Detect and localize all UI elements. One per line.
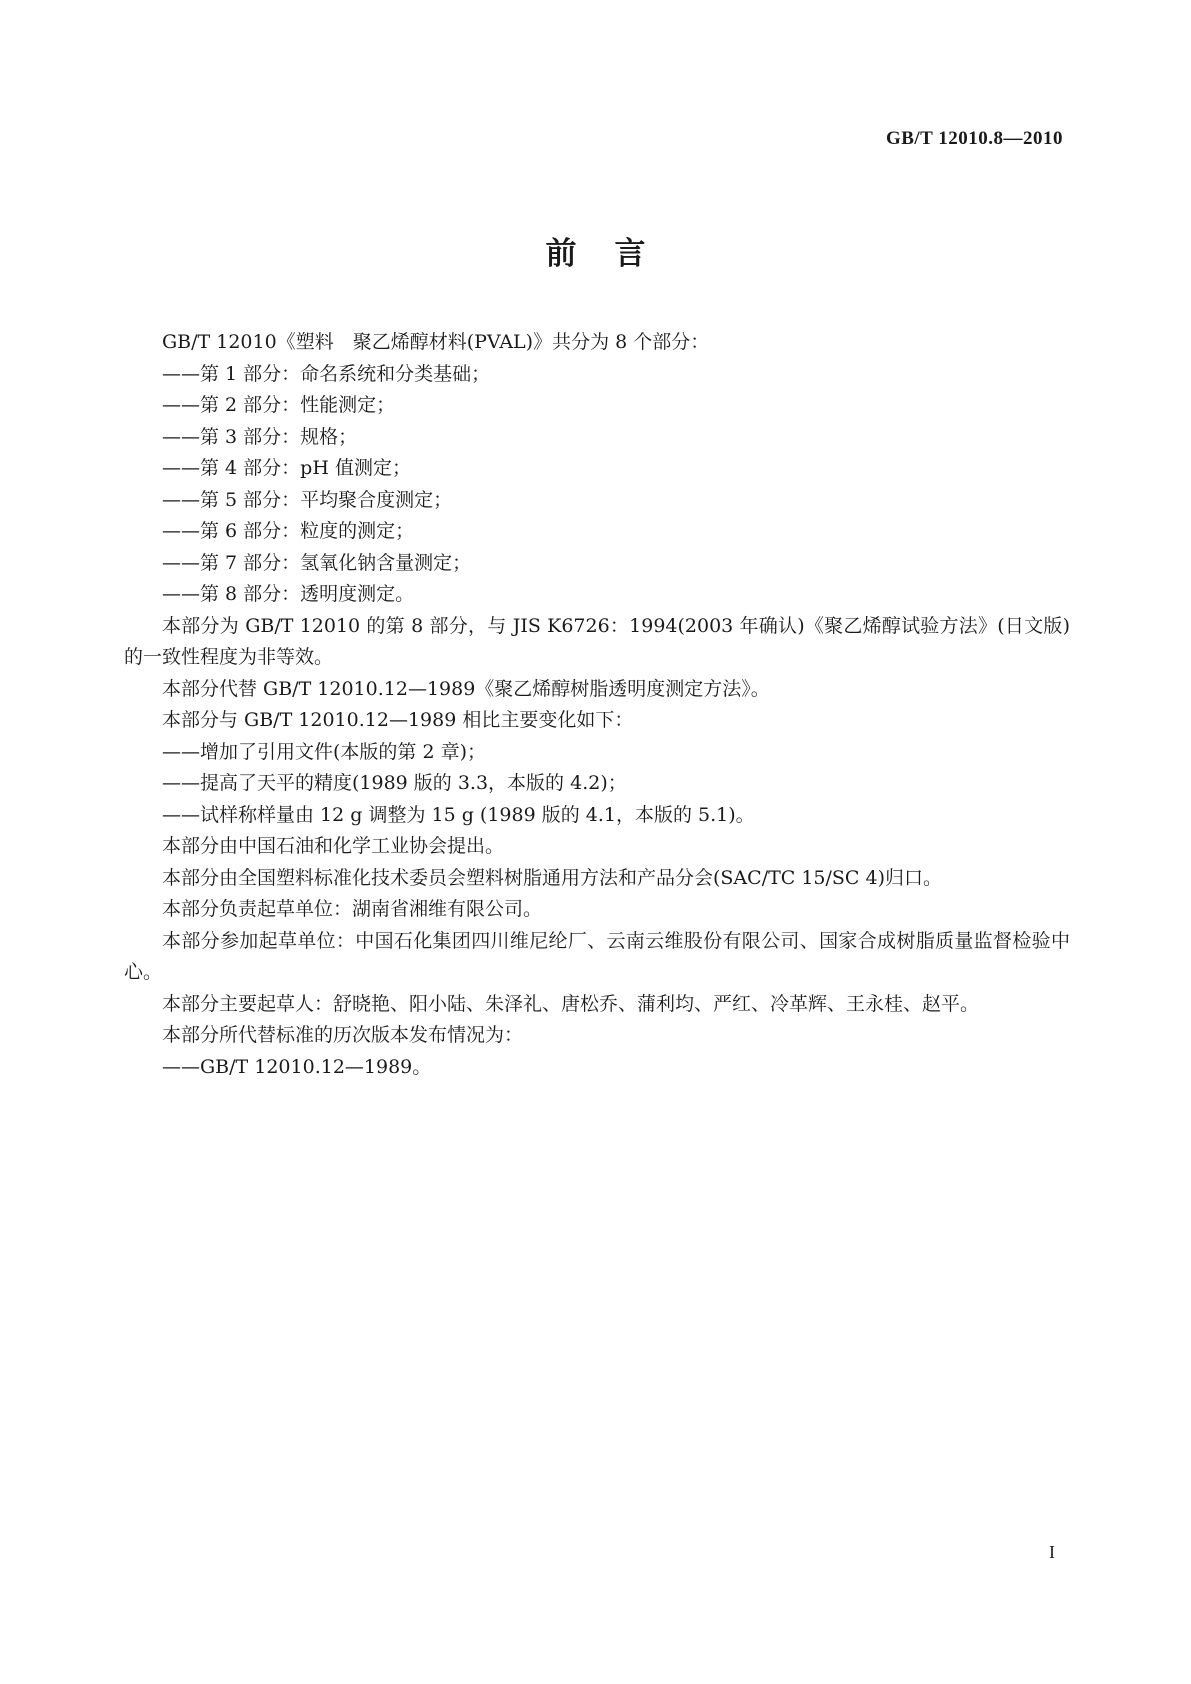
paragraph-changes: 本部分与 GB/T 12010.12—1989 相比主要变化如下：: [162, 709, 634, 731]
paragraph-main-drafters: 本部分主要起草人：舒晓艳、阳小陆、朱泽礼、唐松乔、蒲利均、严红、冷革辉、王永桂、赵平。: [162, 992, 980, 1015]
list-item: ——第 4 部分：pH 值测定；: [162, 457, 411, 479]
document-code: GB/T 12010.8—2010: [885, 128, 1063, 149]
paragraph-committee: 本部分由全国塑料标准化技术委员会塑料树脂通用方法和产品分会(SAC/TC 15/SC 4)归口。: [162, 866, 943, 889]
list-item: ——GB/T 12010.12—1989。: [162, 1055, 432, 1078]
paragraph-responsible-drafter: 本部分负责起草单位：湖南省湘维有限公司。: [162, 898, 543, 920]
list-item: ——增加了引用文件(本版的第 2 章)；: [162, 740, 486, 763]
paragraph-intro: GB/T 12010《塑料 聚乙烯醇材料(PVAL)》共分为 8 个部分：: [162, 331, 710, 353]
paragraph-history: 本部分所代替标准的历次版本发布情况为：: [162, 1024, 524, 1046]
list-item: ——第 7 部分：氢氧化钠含量测定；: [162, 551, 472, 574]
list-item: ——第 2 部分：性能测定；: [162, 394, 396, 416]
list-item: ——第 1 部分：命名系统和分类基础；: [162, 362, 491, 385]
paragraph-participating-drafters: 本部分参加起草单位：中国石化集团四川维尼纶厂、云南云维股份有限公司、国家合成树脂质量监督检验中心。: [124, 929, 1070, 983]
list-item: ——提高了天平的精度(1989 版的 3.3，本版的 4.2)；: [162, 772, 627, 794]
list-item: ——第 5 部分：平均聚合度测定；: [162, 488, 453, 511]
list-item: ——第 3 部分：规格；: [162, 425, 358, 448]
paragraph-proposer: 本部分由中国石油和化学工业协会提出。: [162, 835, 505, 857]
list-item: ——试样称样量由 12 g 调整为 15 g (1989 版的 4.1，本版的 5.1)。: [162, 803, 755, 826]
foreword-body: [124, 327, 1070, 1083]
list-item: ——第 8 部分：透明度测定。: [162, 583, 415, 605]
paragraph-equivalence: 本部分为 GB/T 12010 的第 8 部分，与 JIS K6726：1994(2003 年确认)《聚乙烯醇试验方法》(日文版)的一致性程度为非等效。: [124, 614, 1070, 668]
list-item: ——第 6 部分：粒度的测定；: [162, 520, 415, 542]
paragraph-replaces: 本部分代替 GB/T 12010.12—1989《聚乙烯醇树脂透明度测定方法》。: [162, 677, 770, 700]
page-title: 前言: [545, 236, 684, 272]
page-number: I: [1049, 1542, 1055, 1562]
